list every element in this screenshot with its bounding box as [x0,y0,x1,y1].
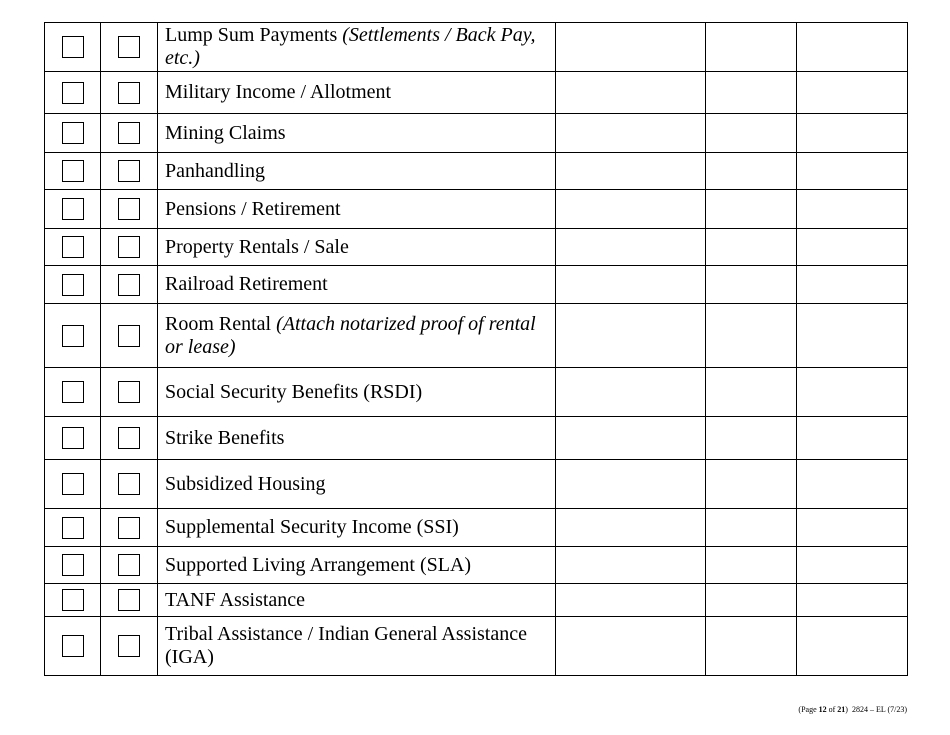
checkbox-household[interactable] [118,427,140,449]
income-type-label [158,114,556,153]
checkbox-household[interactable] [118,554,140,576]
household-cell [101,153,158,190]
household-cell [101,23,158,72]
checkbox-household[interactable] [118,473,140,495]
checkbox-you[interactable] [62,198,84,220]
how-often-field[interactable] [706,153,797,190]
income-type-text: Room Rental [165,312,277,335]
income-type-text: Social Security Benefits (RSDI) [165,380,423,403]
you-cell [45,114,101,153]
income-type-label [158,190,556,229]
income-type-text: Subsidized Housing [165,472,326,495]
how-often-field[interactable] [706,584,797,617]
page-of: of [826,705,838,714]
income-type-label [158,617,556,676]
table-row [45,417,908,460]
checkbox-you[interactable] [62,82,84,104]
who-field[interactable] [797,114,908,153]
table-row [45,190,908,229]
amount-field[interactable] [556,417,706,460]
table-row [45,23,908,72]
income-type-text: Tribal Assistance / Indian General Assistance (IGA) [165,623,527,668]
checkbox-household[interactable] [118,198,140,220]
checkbox-you[interactable] [62,160,84,182]
amount-field[interactable] [556,229,706,266]
income-type-label [158,417,556,460]
who-field[interactable] [797,617,908,676]
you-cell [45,229,101,266]
income-type-label [158,547,556,584]
how-often-field[interactable] [706,190,797,229]
how-often-field[interactable] [706,417,797,460]
household-cell [101,368,158,417]
you-cell [45,153,101,190]
income-type-text: Lump Sum Payments [165,24,343,46]
household-cell [101,509,158,547]
checkbox-household[interactable] [118,36,140,58]
amount-field[interactable] [556,114,706,153]
how-often-field[interactable] [706,368,797,417]
income-type-text: Mining Claims [165,121,286,144]
table-row [45,368,908,417]
how-often-field[interactable] [706,114,797,153]
household-cell [101,617,158,676]
how-often-field[interactable] [706,23,797,72]
checkbox-household[interactable] [118,325,140,347]
income-type-text: Military Income / Allotment [165,81,392,103]
table-row [45,114,908,153]
income-table-body [45,23,908,676]
who-field[interactable] [797,229,908,266]
form-id: 2824 – EL (7/23) [851,705,907,714]
checkbox-household[interactable] [118,82,140,104]
checkbox-household[interactable] [118,635,140,657]
household-cell [101,190,158,229]
who-field[interactable] [797,23,908,72]
income-type-text: Property Rentals / Sale [165,235,349,258]
you-cell [45,23,101,72]
table-row [45,584,908,617]
amount-field[interactable] [556,547,706,584]
amount-field[interactable] [556,266,706,304]
amount-field[interactable] [556,72,706,114]
checkbox-household[interactable] [118,236,140,258]
who-field[interactable] [797,584,908,617]
amount-field[interactable] [556,304,706,368]
how-often-field[interactable] [706,617,797,676]
income-type-label [158,460,556,509]
how-often-field[interactable] [706,266,797,304]
income-type-label [158,153,556,190]
amount-field[interactable] [556,153,706,190]
income-type-label [158,72,556,114]
household-cell [101,114,158,153]
table-row [45,460,908,509]
checkbox-you[interactable] [62,473,84,495]
page-current: 12 [818,705,827,714]
who-field[interactable] [797,368,908,417]
who-field[interactable] [797,417,908,460]
household-cell [101,417,158,460]
income-type-text: Strike Benefits [165,426,285,449]
income-type-label [158,509,556,547]
how-often-field[interactable] [706,304,797,368]
income-type-note: (Settlements / Back Pay, etc.) [165,24,536,69]
household-cell [101,547,158,584]
checkbox-household[interactable] [118,517,140,539]
table-row [45,547,908,584]
income-type-label [158,584,556,617]
who-field[interactable] [797,460,908,509]
table-row [45,229,908,266]
income-type-label [158,229,556,266]
you-cell [45,266,101,304]
amount-field[interactable] [556,23,706,72]
income-type-text: Supplemental Security Income (SSI) [165,516,459,538]
who-field[interactable] [797,547,908,584]
who-field[interactable] [797,266,908,304]
who-field[interactable] [797,509,908,547]
income-type-label [158,304,556,368]
page-footer [798,705,907,714]
you-cell [45,190,101,229]
you-cell [45,417,101,460]
income-type-text: Panhandling [165,159,265,182]
checkbox-you[interactable] [62,554,84,576]
page-prefix: (Page [798,705,819,714]
how-often-field[interactable] [706,460,797,509]
amount-field[interactable] [556,509,706,547]
income-type-note: (Attach notarized proof of rental or lease) [165,312,536,358]
table-row [45,509,908,547]
amount-field[interactable] [556,460,706,509]
income-types-table [44,22,908,676]
you-cell [45,617,101,676]
how-often-field[interactable] [706,72,797,114]
checkbox-you[interactable] [62,635,84,657]
checkbox-you[interactable] [62,427,84,449]
amount-field[interactable] [556,368,706,417]
income-type-text: Railroad Retirement [165,273,328,295]
how-often-field[interactable] [706,229,797,266]
you-cell [45,460,101,509]
household-cell [101,229,158,266]
amount-field[interactable] [556,190,706,229]
table-row [45,153,908,190]
you-cell [45,584,101,617]
page-suffix: ) [845,705,848,714]
checkbox-household[interactable] [118,122,140,144]
who-field[interactable] [797,304,908,368]
table-row [45,617,908,676]
how-often-field[interactable] [706,509,797,547]
amount-field[interactable] [556,584,706,617]
income-type-label [158,368,556,417]
amount-field[interactable] [556,617,706,676]
table-row [45,304,908,368]
checkbox-you[interactable] [62,589,84,611]
page-total: 21 [837,705,846,714]
household-cell [101,584,158,617]
who-field[interactable] [797,153,908,190]
checkbox-household[interactable] [118,381,140,403]
household-cell [101,460,158,509]
you-cell [45,368,101,417]
income-type-text: TANF Assistance [165,588,306,611]
household-cell [101,72,158,114]
checkbox-household[interactable] [118,274,140,296]
household-cell [101,266,158,304]
how-often-field[interactable] [706,547,797,584]
income-type-label [158,266,556,304]
income-type-text: Pensions / Retirement [165,197,341,220]
income-type-label [158,23,556,72]
checkbox-you[interactable] [62,122,84,144]
checkbox-you[interactable] [62,236,84,258]
you-cell [45,547,101,584]
table-row [45,72,908,114]
who-field[interactable] [797,190,908,229]
checkbox-household[interactable] [118,589,140,611]
checkbox-household[interactable] [118,160,140,182]
household-cell [101,304,158,368]
checkbox-you[interactable] [62,325,84,347]
checkbox-you[interactable] [62,517,84,539]
you-cell [45,72,101,114]
income-type-text: Supported Living Arrangement (SLA) [165,553,472,576]
who-field[interactable] [797,72,908,114]
checkbox-you[interactable] [62,274,84,296]
table-row [45,266,908,304]
checkbox-you[interactable] [62,381,84,403]
you-cell [45,304,101,368]
you-cell [45,509,101,547]
checkbox-you[interactable] [62,36,84,58]
